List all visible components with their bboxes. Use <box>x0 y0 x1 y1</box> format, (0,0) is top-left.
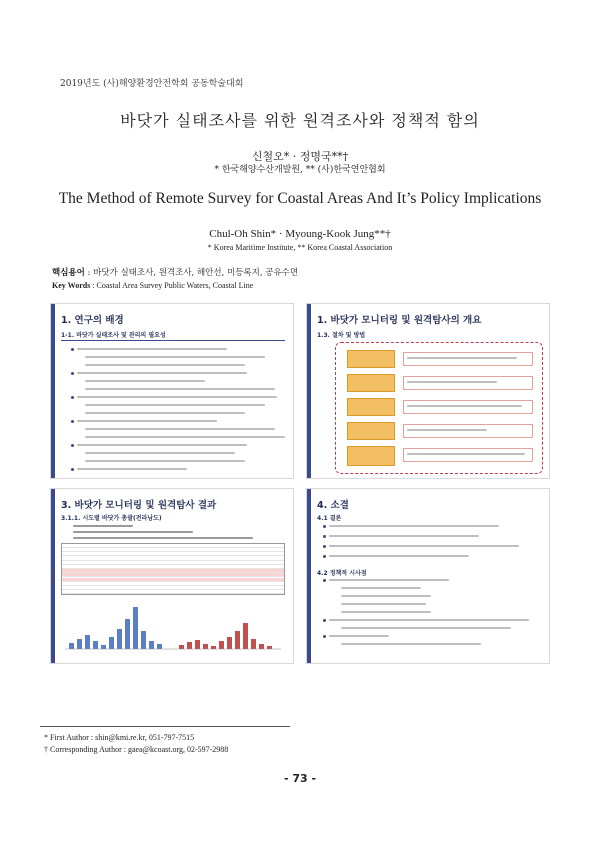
slide-text-line <box>341 595 431 597</box>
chart-bar <box>141 631 146 649</box>
slide-text-line <box>329 579 449 581</box>
chart-bar <box>187 642 192 649</box>
bullet-icon <box>71 348 74 351</box>
chart-bar <box>211 646 216 649</box>
keywords-english-label: Key Words <box>52 281 91 290</box>
bullet-icon <box>323 635 326 638</box>
procedure-step <box>347 446 395 466</box>
slide-text-line <box>77 468 187 470</box>
affiliation-korean: * 한국해양수산개발원, ** (사)한국연안협회 <box>214 165 386 175</box>
chart-bar <box>267 646 272 649</box>
authors-korean: 신철오* · 정명국**† <box>251 150 349 163</box>
bullet-icon <box>71 444 74 447</box>
page-number: - 73 - <box>283 772 317 785</box>
slide-text-line <box>85 364 245 366</box>
slide-text-line <box>73 531 193 533</box>
procedure-step <box>347 374 395 392</box>
chart-bar <box>179 645 184 649</box>
bullet-icon <box>323 579 326 582</box>
procedure-step-note <box>403 424 533 438</box>
slide-text-line <box>407 429 487 431</box>
slide-divider <box>61 340 285 341</box>
slide-accent-bar <box>51 489 55 663</box>
slide-text-line <box>77 420 217 422</box>
bullet-icon <box>323 619 326 622</box>
slide-text-line <box>329 619 529 621</box>
slide-subtitle: 3.1.1. 시도별 바닷가 총괄(전라남도) <box>61 515 162 522</box>
slide-text-line <box>341 643 481 645</box>
chart-bar <box>227 637 232 649</box>
slide-text-line <box>85 436 285 438</box>
slide-text-line <box>341 587 421 589</box>
chart-bar <box>133 607 138 649</box>
procedure-step <box>347 398 395 416</box>
slide-text-line <box>85 460 245 462</box>
slide-accent-bar <box>307 304 311 478</box>
chart-bar <box>101 645 106 649</box>
slide-text-line <box>85 428 275 430</box>
keywords-english <box>52 281 253 290</box>
footnote-first-author: * First Author : shin@kmi.re.kr, 051-797-7515 <box>44 733 195 742</box>
paper-title-korean: 바닷가 실태조사를 위한 원격조사와 정책적 함의 <box>120 111 480 130</box>
slide-text-line <box>407 405 522 407</box>
slide-text-line <box>407 381 497 383</box>
slide-conclusion <box>306 488 550 664</box>
slide-text-line <box>85 452 235 454</box>
chart-bar <box>85 635 90 649</box>
footnote-corresponding-author: † Corresponding Author : gaea@kcoast.org, 02-597-2988 <box>44 745 229 754</box>
keywords-korean-text: : 바닷가 실태조사, 원격조사, 해안선, 미등록지, 공유수면 <box>84 268 299 278</box>
affiliation-english: * Korea Maritime Institute, ** Korea Coastal Association <box>207 243 393 252</box>
slide-subtitle: 1.3. 절차 및 방법 <box>317 332 366 339</box>
footnote-divider <box>40 726 290 727</box>
slide-text-line <box>341 603 426 605</box>
procedure-step-note <box>403 400 533 414</box>
slide-text-line <box>85 380 205 382</box>
chart-bar <box>69 643 74 649</box>
keywords-english-text: : Coastal Area Survey Public Waters, Coastal Line <box>90 281 254 290</box>
slide-text-line <box>73 525 133 527</box>
slide-subtitle-conclusion: 4.1 결론 <box>317 515 342 522</box>
chart-bar <box>251 639 256 649</box>
slide-accent-bar <box>307 489 311 663</box>
slide-text-line <box>407 453 525 455</box>
slide-title: 1. 연구의 배경 <box>61 315 124 326</box>
slide-title: 1. 바닷가 모니터링 및 원격탐사의 개요 <box>317 315 482 326</box>
bullet-icon <box>71 468 74 471</box>
chart-bar <box>243 623 248 649</box>
slide-text-line <box>77 348 227 350</box>
procedure-step <box>347 350 395 368</box>
slide-text-line <box>329 555 469 557</box>
slide-text-line <box>407 357 517 359</box>
chart-bar <box>219 641 224 649</box>
procedure-step-note <box>403 448 533 462</box>
paper-title-english: The Method of Remote Survey for Coastal Areas And It’s Policy Implications <box>58 190 542 207</box>
chart-bar <box>203 644 208 649</box>
slide-subtitle-policy: 4.2 정책적 시사점 <box>317 570 367 577</box>
procedure-step-note <box>403 376 533 390</box>
slide-title: 3. 바닷가 모니터링 및 원격탐사 결과 <box>61 500 217 511</box>
keywords-korean-label: 핵심용어 <box>52 268 85 278</box>
slide-text-line <box>329 635 389 637</box>
slide-text-line <box>329 525 499 527</box>
slide-text-line <box>341 627 511 629</box>
chart-bar <box>259 644 264 649</box>
chart-bar <box>157 644 162 649</box>
slide-text-line <box>329 545 519 547</box>
conference-header: 2019년도 (사)해양환경안전학회 공동학술대회 <box>60 79 244 89</box>
slide-accent-bar <box>51 304 55 478</box>
chart-bar <box>109 637 114 649</box>
results-bar-chart <box>61 599 285 659</box>
bullet-icon <box>71 372 74 375</box>
bullet-icon <box>323 555 326 558</box>
slide-title: 4. 소결 <box>317 500 349 511</box>
procedure-step <box>347 422 395 440</box>
authors-english: Chul-Oh Shin* · Myoung-Kook Jung**† <box>209 228 391 240</box>
results-table <box>61 543 285 595</box>
bullet-icon <box>323 535 326 538</box>
slide-text-line <box>77 372 247 374</box>
slide-research-background <box>50 303 294 479</box>
slide-text-line <box>77 396 277 398</box>
slide-text-line <box>85 356 265 358</box>
slide-text-line <box>341 611 431 613</box>
slide-monitoring-results <box>50 488 294 664</box>
chart-bar <box>195 640 200 649</box>
slide-text-line <box>85 404 265 406</box>
chart-bar <box>125 619 130 649</box>
slide-text-line <box>329 535 479 537</box>
slide-text-line <box>85 388 275 390</box>
keywords-korean <box>52 266 298 278</box>
procedure-step-note <box>403 352 533 366</box>
table-row <box>62 590 284 594</box>
slide-subtitle: 1-1. 바닷가 실태조사 및 관리의 필요성 <box>61 332 166 339</box>
chart-bar <box>117 629 122 649</box>
chart-bar <box>77 639 82 649</box>
slide-monitoring-overview <box>306 303 550 479</box>
chart-bar <box>149 641 154 649</box>
chart-bar <box>235 631 240 649</box>
bullet-icon <box>323 525 326 528</box>
slide-text-line <box>73 537 253 539</box>
bullet-icon <box>71 420 74 423</box>
chart-bar <box>93 641 98 649</box>
bullet-icon <box>71 396 74 399</box>
bullet-icon <box>323 545 326 548</box>
slide-text-line <box>77 444 247 446</box>
slide-text-line <box>85 412 245 414</box>
